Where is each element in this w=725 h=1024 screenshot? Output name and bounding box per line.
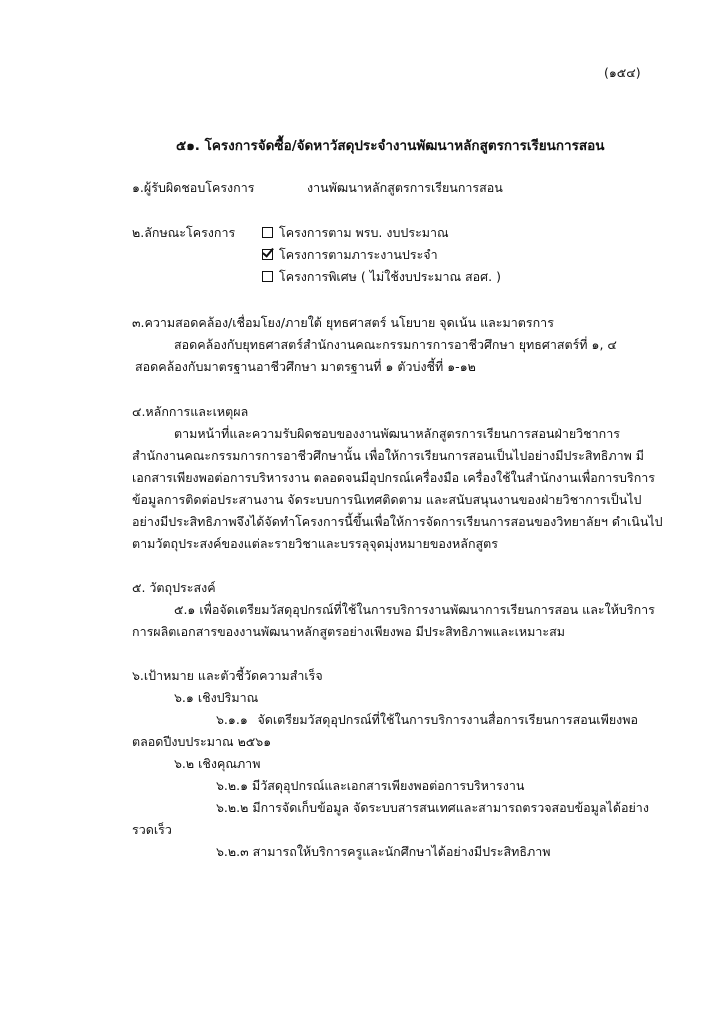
quantity-subheading: ๖.๑ เชิงปริมาณ	[174, 690, 259, 705]
section-6-heading: ๖.เป้าหมาย และตัวชี้วัดความสำเร็จ	[132, 668, 323, 683]
project-type-option	[262, 224, 449, 242]
checkbox-empty-icon	[262, 227, 273, 238]
checkbox-empty-icon	[262, 271, 273, 282]
section-4-line: สำนักงานคณะกรรมการการอาชีวศึกษานั้น เพื่อให้การเรียนการสอนเป็นไปอย่างมีประสิทธิภาพ มี	[132, 448, 645, 463]
page-title: ๕๑. โครงการจัดซื้อ/จัดหาวัสดุประจำงานพัฒนาหลักสูตรการเรียนการสอน	[176, 138, 605, 154]
quality-item: ๖.๒.๒ มีการจัดเก็บข้อมูล จัดระบบสารสนเทศและสามารถตรวจสอบข้อมูลได้อย่าง	[216, 800, 649, 815]
option-label: โครงการพิเศษ ( ไม่ใช้งบประมาณ สอศ. )	[279, 269, 501, 284]
quality-item: ๖.๒.๓ สามารถให้บริการครูและนักศึกษาได้อย่างมีประสิทธิภาพ	[216, 844, 551, 859]
section-1-value: งานพัฒนาหลักสูตรการเรียนการสอน	[307, 180, 503, 195]
section-4-line: ข้อมูลการติดต่อประสานงาน จัดระบบการนิเทศติดตาม และสนับสนุนงานของฝ่ายวิชาการเป็นไป	[132, 492, 642, 507]
section-5-heading: ๕. วัตถุประสงค์	[132, 580, 216, 595]
section-1-label: ๑.ผู้รับผิดชอบโครงการ	[132, 180, 255, 195]
quantity-item: ตลอดปีงบประมาณ ๒๕๖๑	[132, 734, 272, 749]
section-5-line: ๕.๑ เพื่อจัดเตรียมวัสดุอุปกรณ์ที่ใช้ในการบริการงานพัฒนาการเรียนการสอน และให้บริการ	[174, 602, 655, 617]
project-type-option	[262, 246, 438, 264]
section-4-heading: ๔.หลักการและเหตุผล	[132, 404, 249, 419]
page-number: (๑๕๔)	[604, 65, 641, 80]
quantity-item: ๖.๑.๑ จัดเตรียมวัสดุอุปกรณ์ที่ใช้ในการบริการงานสื่อการเรียนการสอนเพียงพอ	[216, 712, 638, 727]
section-5-line: การผลิตเอกสารของงานพัฒนาหลักสูตรอย่างเพียงพอ มีประสิทธิภาพและเหมาะสม	[132, 624, 565, 639]
quality-item: ๖.๒.๑ มีวัสดุอุปกรณ์และเอกสารเพียงพอต่อการบริหารงาน	[216, 778, 525, 793]
section-3-line: สอดคล้องกับมาตรฐานอาชีวศึกษา มาตรฐานที่ ๑ ตัวบ่งชี้ที่ ๑-๑๒	[135, 359, 476, 374]
option-label: โครงการตามภาระงานประจำ	[279, 247, 438, 262]
section-4-line: ตามหน้าที่และความรับผิดชอบของงานพัฒนาหลักสูตรการเรียนการสอนฝ่ายวิชาการ	[174, 426, 620, 441]
quality-item: รวดเร็ว	[132, 822, 172, 837]
project-type-option	[262, 268, 501, 286]
section-4-line: อย่างมีประสิทธิภาพจึงได้จัดทำโครงการนี้ขึ้นเพื่อให้การจัดการเรียนการสอนของวิทยาลัยฯ ดำเนินไป	[132, 514, 663, 529]
section-3-line: สอดคล้องกับยุทธศาสตร์สำนักงานคณะกรรมการการอาชีวศึกษา ยุทธศาสตร์ที่ ๑, ๔	[174, 337, 617, 352]
section-2-label: ๒.ลักษณะโครงการ	[132, 225, 236, 240]
option-label: โครงการตาม พรบ. งบประมาณ	[279, 225, 449, 240]
section-3-heading: ๓.ความสอดคล้อง/เชื่อมโยง/ภายใต้ ยุทธศาสตร์ นโยบาย จุดเน้น และมาตรการ	[132, 315, 554, 330]
section-4-line: ตามวัตถุประสงค์ของแต่ละรายวิชาและบรรลุจุดมุ่งหมายของหลักสูตร	[132, 536, 498, 551]
checkbox-checked-icon	[262, 249, 273, 260]
section-4-line: เอกสารเพียงพอต่อการบริหารงาน ตลอดจนมีอุปกรณ์เครื่องมือ เครื่องใช้ในสำนักงานเพื่อการบริการ	[132, 470, 655, 485]
quality-subheading: ๖.๒ เชิงคุณภาพ	[174, 756, 261, 771]
